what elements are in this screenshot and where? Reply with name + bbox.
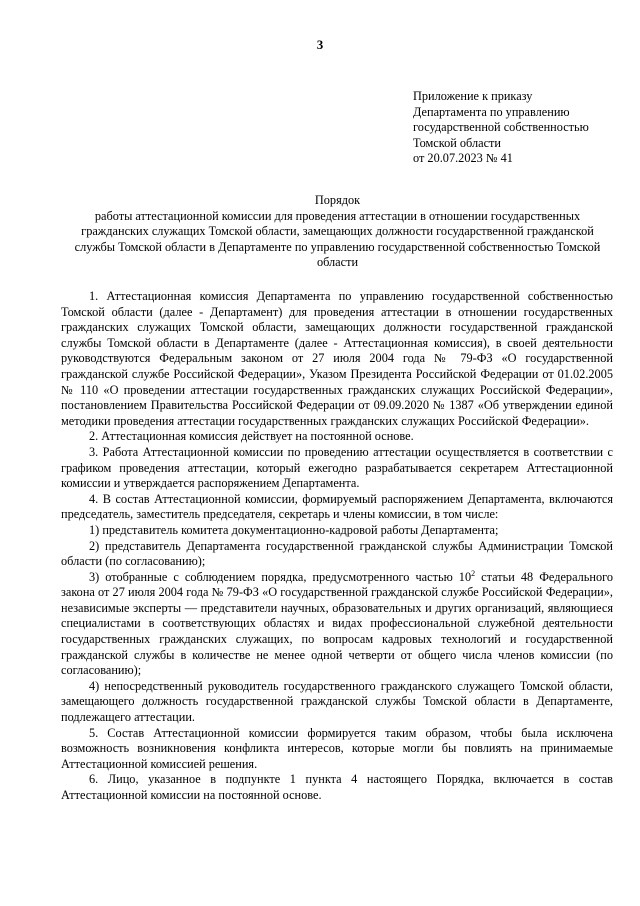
paragraph-4-item-2: 2) представитель Департамента государственной гражданской службы Администрации Томской области (по согласованию); <box>61 538 613 569</box>
item-3-text-start: 3) отобранные с соблюдением порядка, предусмотренного частью 10 <box>89 569 472 584</box>
paragraph-2: 2. Аттестационная комиссия действует на постоянной основе. <box>89 429 414 444</box>
paragraph-4-item-3 <box>61 570 613 679</box>
item-3-text-end: статьи 48 Федерального закона от 27 июля 2004 года № 79-ФЗ «О государственной гражданской службе Российской Федерации», независимые эксперты — представители научных, образовательных и других организаций, являющиеся специалистами в соответствующих областях и видах профессиональной служебной деятельности государственных гражданских служащих, по вопросам кадровых технологий и государственной гражданской службы в количестве не менее одной четверти от общего числа членов комиссии (по согласованию); <box>61 569 613 678</box>
appendix-line: Приложение к приказу <box>413 89 533 103</box>
appendix-header <box>413 89 628 167</box>
title-subtitle: работы аттестационной комиссии для проведения аттестации в отношении государственных гражданских служащих Томской области, замещающих должности государственной гражданской службы Томской области в Департаменте по управлению государственной собственностью Томской области <box>74 208 601 270</box>
paragraph-4: 4. В состав Аттестационной комиссии, формируемый распоряжением Департамента, включаются председатель, заместитель председателя, секретарь и члены комиссии, в том числе: <box>61 491 613 522</box>
appendix-line: Департамента по управлению <box>413 104 570 119</box>
title-heading: Порядок <box>314 193 361 207</box>
appendix-line: от 20.07.2023 № 41 <box>413 151 513 166</box>
paragraph-1: 1. Аттестационная комиссия Департамента по управлению государственной собственностью Томской области (далее - Департамент) для проведения аттестации в отношении государственных гражданских служащих Томской области, замещающих должности государственной гражданской службы Томской области в Департаменте (далее - Аттестационная комиссия), в своей деятельности руководствуются Федеральным законом от 27 июля 2004 года № 79-ФЗ «О государственной гражданской службе Российской Федерации», Указом Президента Российской Федерации от 01.02.2005 № 110 «О проведении аттестации государственных гражданских служащих Российской Федерации», постановлением Правительства Российской Федерации от 09.09.2020 № 1387 «Об утверждении единой методики проведения аттестации государственных гражданских служащих Российской Федерации». <box>61 289 613 428</box>
paragraph-3: 3. Работа Аттестационной комиссии по проведению аттестации осуществляется в соответствии с графиком проведения аттестации, который ежегодно разрабатывается секретарем Аттестационной комиссии и утверждается распоряжением Департамента. <box>61 444 613 491</box>
paragraph-4-item-4: 4) непосредственный руководитель государственного гражданского служащего Томской области, замещающего должность государственной гражданской службы Томской области в Департаменте, подлежащего аттестации. <box>61 678 613 725</box>
appendix-line: государственной собственностью <box>413 120 589 135</box>
appendix-line: Томской области <box>413 135 501 150</box>
paragraph-5: 5. Состав Аттестационной комиссии формируется таким образом, чтобы была исключена возможность возникновения конфликта интересов, которые могли бы повлиять на принимаемые Аттестационной комиссией решения. <box>61 725 613 771</box>
paragraph-6: 6. Лицо, указанное в подпункте 1 пункта 4 настоящего Порядка, включается в состав Аттестационной комиссии на постоянной основе. <box>61 772 613 802</box>
page-number: 3 <box>316 37 324 52</box>
document-body <box>61 289 613 804</box>
document-title <box>60 193 615 271</box>
paragraph-4-item-1: 1) представитель комитета документационно-кадровой работы Департамента; <box>89 522 499 537</box>
item-3-superscript: 2 <box>471 568 476 578</box>
